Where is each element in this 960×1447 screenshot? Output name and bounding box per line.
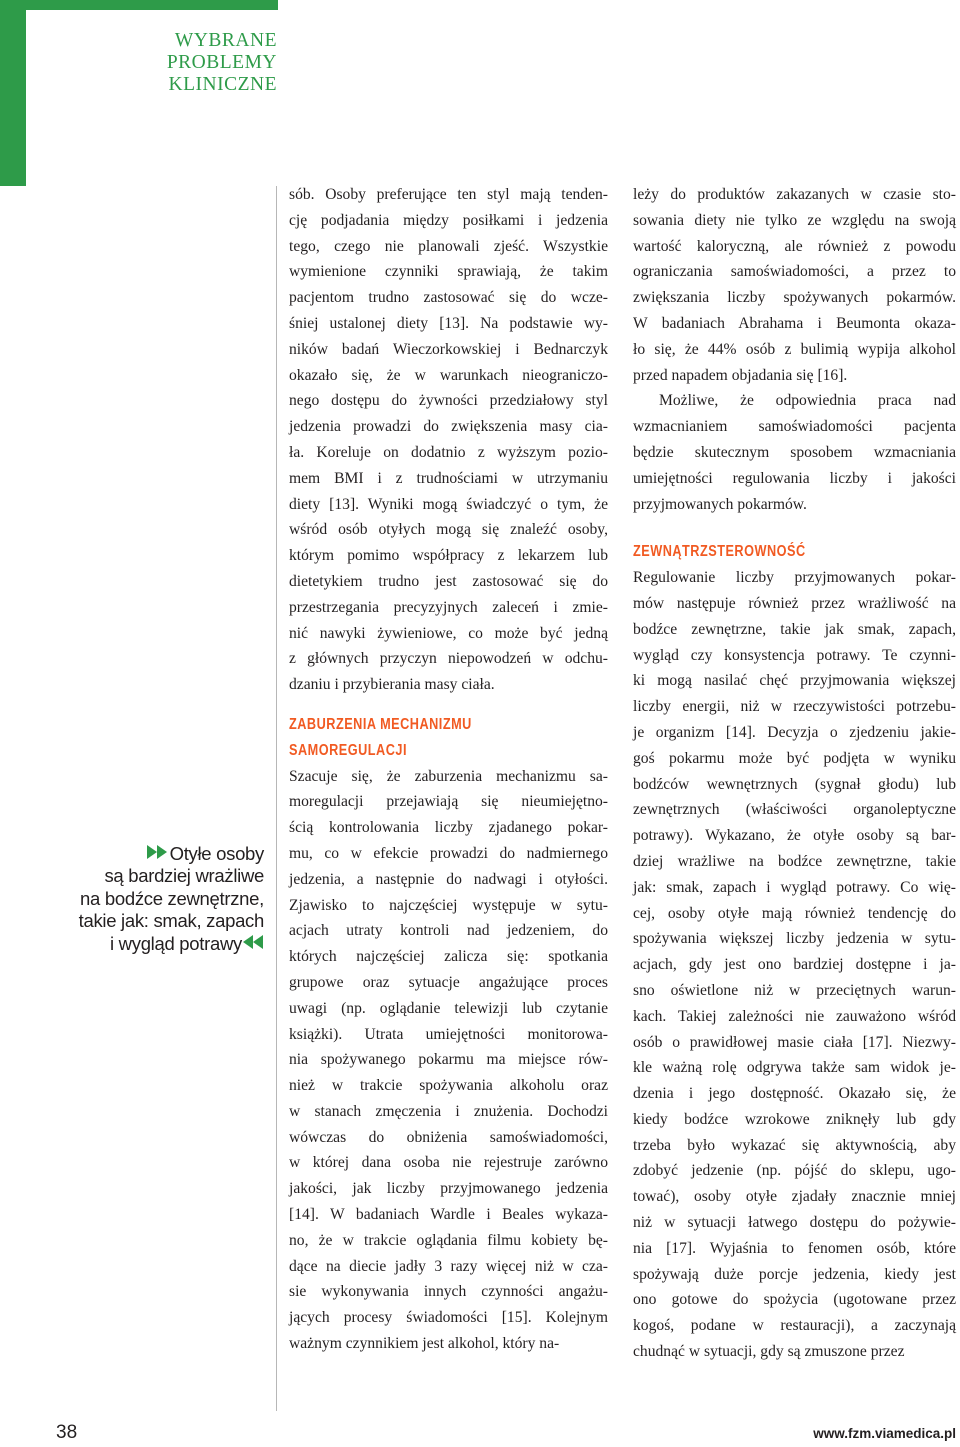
paragraph [633, 182, 956, 388]
section-heading [289, 712, 551, 764]
page-number: 38 [56, 1422, 78, 1443]
text-line: niż w sytuacji łatwego dostępu do pożywie- [633, 1214, 956, 1232]
text-line: cej, osoby otyłe mają również tendencję do [633, 904, 956, 922]
text-line: przyjmowanych pokarmów. [633, 495, 807, 513]
text-line: ło się, że 44% osób z bulimią wypija alkohol [633, 340, 956, 358]
text-line: je organizm [14]. Decyzja o zjedzeniu jakie- [633, 723, 956, 741]
text-line: W badaniach Abrahama i Beumonta okaza- [633, 314, 956, 332]
text-line: nia [17]. Wyjaśnia to fenomen osób, które [633, 1239, 956, 1257]
text-line: mem BMI i z trudnościami w utrzymaniu [289, 469, 608, 487]
text-line: nia spożywanego pokarmu ma miejsce rów- [289, 1051, 608, 1069]
section-label [60, 30, 277, 96]
double-arrow-right-icon [146, 844, 170, 860]
text-line: osób o prawidłowej masie ciała [17]. Niezwy- [633, 1033, 956, 1051]
text-line: nież w trakcie spożywania alkoholu oraz [289, 1077, 608, 1095]
text-line: dziej wrażliwe na bodźce zewnętrzne, takie [633, 852, 956, 870]
text-line: zwiększania liczby spożywanych pokarmów. [633, 289, 956, 307]
text-line: wymienione czynniki sprawiają, że takim [289, 263, 608, 281]
text-line: kiedy bodźce wzrokowe zniknęły lub gdy [633, 1110, 956, 1128]
text-line: diety [13]. Wyniki mogą świadczyć o tym, że [289, 495, 608, 513]
text-line: ła. Koreluje on dodatnio z wyższym pozio- [289, 443, 608, 461]
text-line: acjach utraty kontroli nad jedzeniem, do [289, 922, 608, 940]
text-line: umiejętności regulowania liczby i jakości [633, 469, 956, 487]
text-line: moregulacji przejawiają się nieumiejętno- [289, 793, 608, 811]
text-line: Zjawisko to najczęściej występuje w sytu- [289, 896, 608, 914]
text-line: sno oświetlone niż w przeciętnych warun- [633, 981, 956, 999]
text-line: ważnym czynnikiem jest alkohol, który na- [289, 1335, 560, 1353]
text-line: cję podjadania między posiłkami i jedzenia [289, 211, 608, 229]
text-line: mów następuje również przez wrażliwość na [633, 594, 956, 612]
text-line: będzie skutecznym sposobem wzmacniania [633, 443, 956, 461]
text-line: przed napadem objadania się [16]. [633, 366, 848, 384]
text-line: potrawy). Wykazano, że otyłe osoby są bar- [633, 827, 956, 845]
text-line: dące na diecie jadły 3 razy więcej niż w cza- [289, 1257, 608, 1275]
text-line: bodźce zewnętrzne, takie jak smak, zapach, [633, 620, 956, 638]
text-line: kach. Takiej zależności nie zauważono wśród [633, 1007, 956, 1025]
text-line: wygląd czy konsystencja potrawy. Te czynni- [633, 646, 956, 664]
text-line: dzaniu i przybierania masy ciała. [289, 676, 495, 694]
text-line: z głównych przyczyn niepowodzeń w odchu- [289, 650, 608, 668]
text-line: jedzenia prowadzi do zwiększenia masy cia- [289, 418, 608, 436]
text-line: no, że w trakcie oglądania filmu kobiety bę- [289, 1231, 608, 1249]
text-line: goś pokarmu może być podjęta w wyniku [633, 749, 956, 767]
text-line: sób. Osoby preferujące ten styl mają tenden- [289, 186, 608, 203]
text-line: Regulowanie liczby przyjmowanych pokar- [633, 569, 956, 587]
text-line: chudnąć w sytuacji, gdy są zmuszone przez [633, 1343, 905, 1361]
text-line: ki mogą nasilać chęć przyjmowania większej [633, 672, 956, 690]
text-line: acjach, gdy jest ono bardziej dostępne i ja- [633, 956, 956, 974]
text-line: sowania diety nie tylko ze względu na swoją [633, 211, 956, 229]
text-column-right [633, 182, 956, 1365]
text-line: w której dana osoba nie rejestruje zarówno [289, 1154, 608, 1172]
text-line: jedzenia, a następnie do nadwagi i otyłości. [289, 870, 608, 888]
text-line: kogoś, podane w restauracji), a zaczynają [633, 1317, 956, 1335]
section-color-topline [26, 0, 278, 10]
text-line: jak: smak, zapach i wygląd potrawy. Co wię- [633, 878, 956, 896]
text-line: wówczas do obniżenia samoświadomości, [289, 1128, 608, 1146]
text-line: ono gotowe do spożycia (ugotowane przez [633, 1291, 956, 1309]
text-line: Szacuje się, że zaburzenia mechanizmu sa- [289, 767, 608, 785]
text-line: tego, czego nie planowali zjeść. Wszystkie [289, 237, 608, 255]
text-line: [14]. W badaniach Wardle i Beales wykaza- [289, 1206, 608, 1224]
text-line: kle ważną rolę odgrywa także sam widok je- [633, 1059, 956, 1077]
text-line: tować), osoby otyłe zjadały znacznie mniej [633, 1188, 956, 1206]
section-heading-line: ZABURZENIA MECHANIZMU [289, 715, 472, 733]
text-line: śniej ustalonej diety [13]. Na podstawie wy- [289, 314, 608, 332]
paragraph [633, 565, 956, 1365]
text-line: dietetykiem trudno jest zastosować się do [289, 572, 608, 590]
double-arrow-left-icon [242, 934, 264, 950]
text-line: pacjentom trudno zastosować się do wcze- [289, 289, 608, 307]
text-line: książki). Utrata umiejętności monitorowa- [289, 1025, 608, 1043]
pull-quote-line: są bardziej wrażliwe [104, 865, 264, 887]
pull-quote [60, 843, 264, 955]
section-label-line: KLINICZNE [168, 74, 277, 95]
text-line: dzenia i jego dostępność. Okazało się, że [633, 1085, 956, 1103]
text-line: Możliwe, że odpowiednia praca nad [659, 392, 956, 410]
section-label-line: PROBLEMY [166, 52, 277, 73]
text-line: jących procesy świadomości [15]. Kolejnym [289, 1309, 608, 1327]
text-line: którym pomimo współpracy z lekarzem lub [289, 547, 608, 565]
text-line: liczby energii, niż w rzeczywistości potrzebu- [633, 698, 956, 716]
text-line: spożywają duże porcje jedzenia, kiedy jest [633, 1265, 956, 1283]
text-line: przestrzegania precyzyjnych zaleceń i zmie- [289, 598, 608, 616]
pull-quote-line: Otyłe osoby [169, 843, 264, 864]
text-line: mu, co w efekcie prowadzi do nadmiernego [289, 844, 608, 862]
paragraph [633, 388, 956, 517]
pull-quote-line: na bodźce zewnętrzne, [80, 887, 264, 909]
text-line: jakości, jak liczby przyjmowanego jedzenia [289, 1180, 608, 1198]
paragraph [289, 764, 608, 1357]
text-line: wśród osób otyłych mogą się znaleźć osoby, [289, 521, 608, 539]
text-line: ścią kontrolowania liczby zjadanego pokar- [289, 819, 608, 837]
text-line: zdobyć jedzenie (np. pójść do sklepu, ugo- [633, 1162, 956, 1180]
column-divider [276, 186, 277, 1411]
text-line: okazało się, że w warunkach nieograniczo- [289, 366, 608, 384]
text-line: nić nawyki żywieniowe, co może być jedną [289, 624, 608, 642]
footer-url: www.fzm.viamedica.pl [813, 1426, 956, 1441]
text-line: grupowe oraz sytuacje angażujące proces [289, 973, 608, 991]
pull-quote-line: takie jak: smak, zapach [78, 910, 264, 932]
section-heading-line: ZEWNĄTRZSTEROWNOŚĆ [633, 543, 806, 561]
section-color-bar [0, 0, 26, 186]
text-line: wzmacnianiem samoświadomości pacjenta [633, 418, 956, 436]
text-line: których najczęściej zalicza się: spotkania [289, 948, 608, 966]
section-label-line: WYBRANE [174, 30, 277, 51]
section-heading-line: SAMOREGULACJI [289, 741, 407, 759]
text-line: uwagi (np. oglądanie telewizji lub czytanie [289, 999, 608, 1017]
text-line: w stanach zmęczenia i znużenia. Dochodzi [289, 1102, 608, 1120]
text-column-left [289, 182, 608, 1357]
text-line: spożywania większej liczby jedzenia w sytu- [633, 930, 956, 948]
paragraph [289, 182, 608, 698]
pull-quote-line: i wygląd potrawy [110, 932, 242, 954]
text-line: sie wykonywania innych czynności angażu- [289, 1283, 608, 1301]
section-heading [633, 539, 898, 565]
text-line: trzeba było wykazać się aktywnością, aby [633, 1136, 956, 1154]
text-line: wartość kaloryczną, ale również z powodu [633, 237, 956, 255]
text-line: ograniczania samoświadomości, a przez to [633, 263, 956, 281]
text-line: nego dostępu do żywności przedziałowy styl [289, 392, 608, 410]
text-line: zewnętrznych (właściwości organoleptyczne [633, 801, 956, 819]
text-line: leży do produktów zakazanych w czasie sto- [633, 186, 956, 203]
text-line: bodźców wewnętrznych (sygnał głodu) lub [633, 775, 956, 793]
text-line: ników badań Wieczorkowskiej i Bednarczyk [289, 340, 608, 358]
